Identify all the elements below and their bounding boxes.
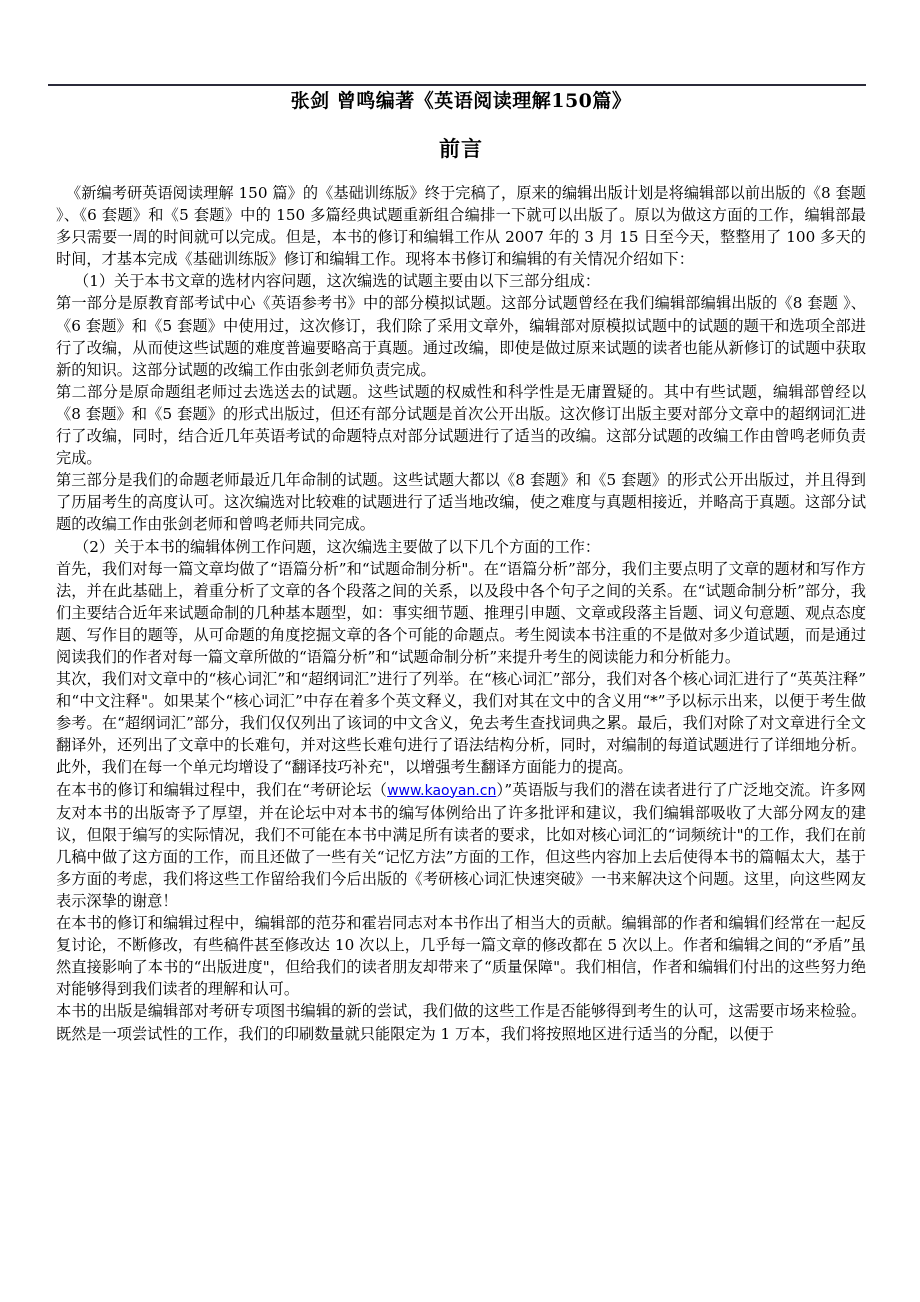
kaoyan-website-link[interactable]: www.kaoyan.cn bbox=[387, 782, 497, 799]
paragraph-3: 第一部分是原教育部考试中心《英语参考书》中的部分模拟试题。这部分试题曾经在我们编辑部编辑出版的《8 套题 》、《6 套题》和《5 套题》中使用过，这次修订，我们除了采用文章外，编辑部对原模拟试题中的试题的题干和选项全部进行了改编，从而使这些试题的难度普遍要略高于真题。通过改编，即使是做过原来试题的读者也能从新修订的试题中获取新的知识。这部分试题的改编工作由张剑老师负责完成。 bbox=[56, 294, 866, 379]
header-divider-rule bbox=[48, 84, 866, 86]
paragraph-9-suffix: ）”英语版与我们的潜在读者进行了广泛地交流。许多网友对本书的出版寄予了厚望，并在论坛中对本书的编写体例给出了许多批评和建议，我们编辑部吸收了大部分网友的建议，但限于编写的实际情况，我们不可能在本书中满足所有读者的要求，比如对核心词汇的“词频统计"的工作，我们在前几稿中做了这方面的工作，而且还做了一些有关“记忆方法”方面的工作，但这些内容加上去后使得本书的篇幅太大，基于多方面的考虑，我们将这些工作留给我们今后出版的《考研核心词汇快速突破》一书来解决这个问题。这里，向这些网友表示深挚的谢意！ bbox=[56, 780, 866, 910]
body-text-block bbox=[56, 182, 866, 1045]
page-subtitle: 前言 bbox=[439, 136, 483, 161]
paragraph-7: 首先，我们对每一篇文章均做了“语篇分析”和“试题命制分析"。在“语篇分析”部分，我们主要点明了文章的题材和写作方法，并在此基础上，着重分析了文章的各个段落之间的关系，以及段中各个句子之间的关系。在“试题命制分析”部分，我们主要结合近年来试题命制的几种基本题型，如：事实细节题、推理引申题、文章或段落主旨题、词义句意题、观点态度题、写作目的题等，从可命题的角度挖掘文章的各个可能的命题点。考生阅读本书注重的不是做对多少道试题，而是通过阅读我们的作者对每一篇文章所做的“语篇分析”和“试题命制分析”来提升考生的阅读能力和分析能力。 bbox=[56, 559, 866, 666]
paragraph-5: 第三部分是我们的命题老师最近几年命制的试题。这些试题大都以《8 套题》和《5 套题》的形式公开出版过，并且得到了历届考生的高度认可。这次编选对比较难的试题进行了适当地改编，使之难度与真题相接近，并略高于真题。这部分试题的改编工作由张剑老师和曾鸣老师共同完成。 bbox=[56, 471, 866, 534]
paragraph-8: 其次，我们对文章中的“核心词汇”和“超纲词汇”进行了列举。在“核心词汇”部分，我们对各个核心词汇进行了“英英注释”和“中文注释"。如果某个“核心词汇”中存在着多个英文释义，我们对其在文中的含义用“*”予以标示出来，以便于考生做参考。在“超纲词汇”部分，我们仅仅列出了该词的中文含义，免去考生查找词典之累。最后，我们对除了对文章进行全文翻译外，还列出了文章中的长难句，并对这些长难句进行了语法结构分析，同时，对编制的每道试题进行了详细地分析。此外，我们在每一个单元均增设了“翻译技巧补充"，以增强考生翻译方面能力的提高。 bbox=[56, 670, 866, 777]
paragraph-9 bbox=[56, 779, 866, 913]
paragraph-6-list-item-2: （2）关于本书的编辑体例工作问题，这次编选主要做了以下几个方面的工作： bbox=[74, 537, 601, 556]
paragraph-2-list-item-1: （1）关于本书文章的选材内容问题，这次编选的试题主要由以下三部分组成： bbox=[74, 272, 601, 291]
paragraph-10: 在本书的修订和编辑过程中，编辑部的范芬和霍岩同志对本书作出了相当大的贡献。编辑部的作者和编辑们经常在一起反复讨论，不断修改，有些稿件甚至修改达 10 次以上，几乎每一篇文章的修改都在 5 次以上。作者和编辑之间的“矛盾”虽然直接影响了本书的“出版进度"，但给我们的读者朋友却带来了“质量保障"。我们相信，作者和编辑们付出的这些努力绝对能够得到我们读者的理解和认可。 bbox=[56, 914, 866, 999]
paragraph-1: 《新编考研英语阅读理解 150 篇》的《基础训练版》终于完稿了，原来的编辑出版计划是将编辑部以前出版的《8 套题 》、《6 套题》和《5 套题》中的 150 多篇经典试题重新组合编排一下就可以出版了。原以为做这方面的工作，编辑部最多只需要一周的时间就可以完成。但是，本书的修订和编辑工作从 2007 年的 3 月 15 日至今天，整整用了 100 多天的时间，才基本完成《基础训练版》修订和编辑工作。现将本书修订和编辑的有关情况介绍如下： bbox=[56, 184, 866, 269]
paragraph-4: 第二部分是原命题组老师过去选送去的试题。这些试题的权威性和科学性是无庸置疑的。其中有些试题，编辑部曾经以《8 套题》和《5 套题》的形式出版过，但还有部分试题是首次公开出版。这次修订出版主要对部分文章中的超纲词汇进行了改编，同时，结合近几年英语考试的命题特点对部分试题进行了适当的改编。这部分试题的改编工作由曾鸣老师负责完成。 bbox=[56, 382, 866, 468]
page-title: 张剑 曾鸣编著《英语阅读理解150篇》 bbox=[290, 90, 632, 112]
paragraph-9-prefix: 在本书的修订和编辑过程中，我们在“考研论坛（ bbox=[56, 780, 388, 799]
paragraph-11: 本书的出版是编辑部对考研专项图书编辑的新的尝试，我们做的这些工作是否能够得到考生的认可，这需要市场来检验。既然是一项尝试性的工作，我们的印刷数量就只能限定为 1 万本，我们将按照地区进行适当的分配，以便于 bbox=[56, 1002, 866, 1043]
